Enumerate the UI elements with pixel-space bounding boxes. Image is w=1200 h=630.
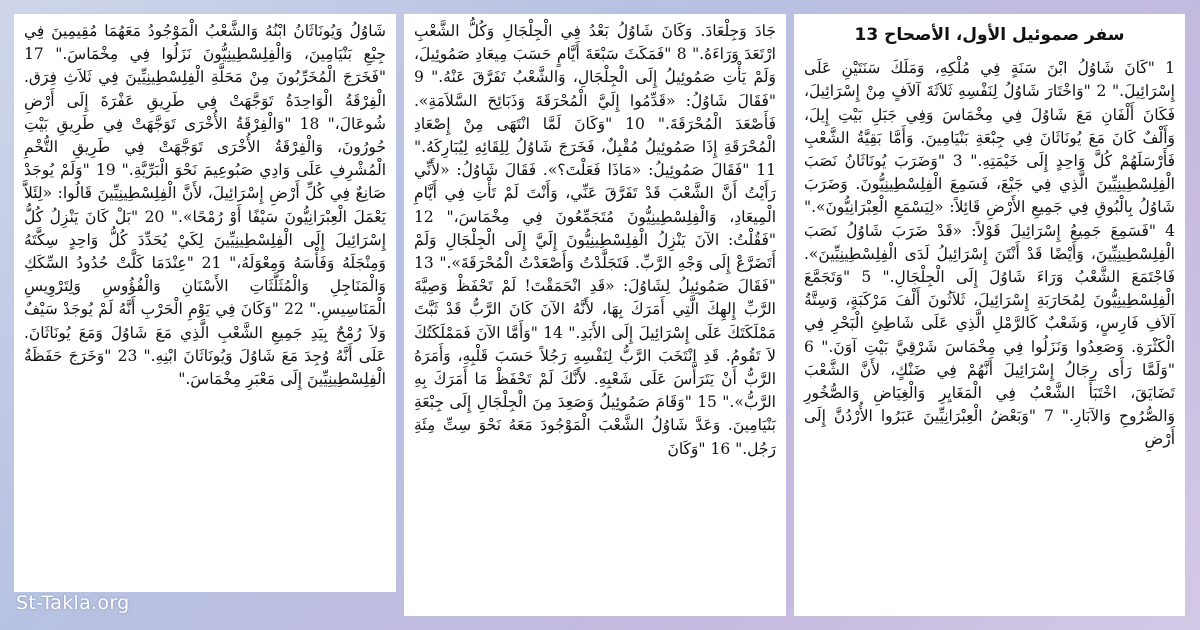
- text-column-left: [14, 14, 396, 592]
- text-column-middle: [404, 14, 786, 616]
- column-text-right: 1 "كَانَ شَاوُلُ ابْنَ سَنَةٍ فِي مُلْكِهِ، وَمَلَكَ سَنَتَيْنِ عَلَى إِسْرَائِيلَ." 2 "وَاخْتَارَ شَاوُلُ لِنَفْسِهِ ثَلاَثَةَ آلاَفٍ مِنْ إِسْرَائِيلَ، فَكَانَ أَلْفَانِ مَعَ شَاوُلَ فِي مِخْمَاسَ وَفِي جَبَلِ بَيْتِ إِيلَ، وَأَلْفٌ كَانَ مَعَ يُونَاثَانَ فِي جِبْعَةِ بَنْيَامِينَ. وَأَمَّا بَقِيَّةُ الشَّعْبِ فَأَرْسَلَهُمْ كُلَّ وَاحِدٍ إِلَى خَيْمَتِهِ." 3 "وَضَرَبَ يُونَاثَانُ نَصَبَ الْفِلِسْطِينِيِّينَ الَّذِي فِي جَبْعَ، فَسَمِعَ الْفِلِسْطِينِيُّونَ. وَضَرَبَ شَاوُلُ بِالْبُوقِ فِي جَمِيعِ الأَرْضِ قَائِلاً: «لِيَسْمَعِ الْعِبْرَانِيُّونَ»." 4 "فَسَمِعَ جَمِيعُ إِسْرَائِيلَ قَوْلاً: «قَدْ ضَرَبَ شَاوُلُ نَصَبَ الْفِلِسْطِينِيِّينَ، وَأَيْضًا قَدْ أَنْتَنَ إِسْرَائِيلُ لَدَى الْفِلِسْطِينِيِّينَ». فَاجْتَمَعَ الشَّعْبُ وَرَاءَ شَاوُلَ إِلَى الْجِلْجَالِ." 5 "وَتَجَمَّعَ الْفِلِسْطِينِيُّونَ لِمُحَارَبَةِ إِسْرَائِيلَ، ثَلاَثُونَ أَلْفَ مَرْكَبَةٍ، وَسِتَّةُ آلاَفِ فَارِسٍ، وَشَعْبٌ كَالرَّمْلِ الَّذِي عَلَى شَاطِئِ الْبَحْرِ فِي الْكَثْرَةِ. وَصَعِدُوا وَنَزَلُوا فِي مِخْمَاسَ شَرْقِيَّ بَيْتِ آوَنَ." 6 "وَلَمَّا رَأَى رِجَالُ إِسْرَائِيلَ أَنَّهُمْ فِي ضَنْكٍ، لأَنَّ الشَّعْبَ تَضَايَقَ، اخْتَبَأَ الشَّعْبُ فِي الْمَغَايِرِ وَالْغِيَاضِ وَالصُّخُورِ وَالصُّرُوحِ وَالآبَارِ." 7 "وَبَعْضُ الْعِبْرَانِيِّينَ عَبَرُوا الأُرْدُنَّ إِلَى أَرْضِ: [804, 59, 1175, 449]
- site-watermark: St-Takla.org: [16, 592, 130, 614]
- column-text-left: شَاوُلُ وَيُونَاثَانُ ابْنُهُ وَالشَّعْبُ الْمَوْجُودُ مَعَهُمَا مُقِيمِينَ فِي جِبْعِ بَنْيَامِينَ، وَالْفِلِسْطِينِيُّونَ نَزَلُوا فِي مِخْمَاسَ." 17 "فَخَرَجَ الْمُخَرِّبُونَ مِنْ مَحَلَّةِ الْفِلِسْطِينِيِّينَ فِي ثَلاَثِ فِرَق. الْفِرْقَةُ الْوَاحِدَةُ تَوَجَّهَتْ فِي طَرِيقِ عَفْرَةَ إِلَى أَرْضِ شُوعَالَ،" 18 "وَالْفِرْقَةُ الأُخْرَى تَوَجَّهَتْ فِي طَرِيقِ بَيْتِ حُورُونَ، وَالْفِرْقَةُ الأُخْرَى تَوَجَّهَتْ فِي طَرِيقِ التُّخْمِ الْمُشْرِفِ عَلَى وَادِي صَبُوعِيمَ نَحْوَ الْبَرِّيَّةِ." 19 "وَلَمْ يُوجَدْ صَانِعٌ فِي كُلِّ أَرْضِ إِسْرَائِيلَ، لأَنَّ الْفِلِسْطِينِيِّينَ قَالُوا: «لِئَلاَّ يَعْمَلَ الْعِبْرَانِيُّونَ سَيْفًا أَوْ رُمْحًا»." 20 "بَلْ كَانَ يَنْزِلُ كُلُّ إِسْرَائِيلَ إِلَى الْفِلِسْطِينِيِّينَ لِكَيْ يُحَدِّدَ كُلُّ وَاحِدٍ سِكَّتَهُ وَمِنْجَلَهُ وَفَأْسَهُ وَمِعْوَلَهُ،" 21 "عِنْدَمَا كَلَّتْ حُدُودُ السِّكَكِ وَالْمَنَاجِلِ وَالْمُثَلَّثَاتِ الأَسْنَانِ وَالْفُؤُوسِ وَلِتَرْوِيسِ الْمَنَاسِيسِ." 22 "وَكَانَ فِي يَوْمِ الْحَرْبِ أَنَّهُ لَمْ يُوجَدْ سَيْفٌ وَلاَ رُمْحٌ بِيَدِ جَمِيعِ الشَّعْبِ الَّذِي مَعَ شَاوُلَ وَمَعَ يُونَاثَانَ. عَلَى أَنَّهُ وُجِدَ مَعَ شَاوُلَ وَيُونَاثَانَ ابْنِهِ." 23 "وَخَرَجَ حَفَظَةُ الْفِلِسْطِينِيِّينَ إِلَى مَعْبَرِ مِخْمَاسَ.": [24, 22, 386, 389]
- text-column-right: [794, 14, 1185, 616]
- column-text-middle: جَادَ وَجِلْعَادَ. وَكَانَ شَاوُلُ بَعْدُ فِي الْجِلْجَالِ وَكُلُّ الشَّعْبِ ارْتَعَدَ وَرَاءَهُ." 8 "فَمَكَثَ سَبْعَةَ أَيَّامٍ حَسَبَ مِيعَادِ صَمُوئِيلَ، وَلَمْ يَأْتِ صَمُوئِيلُ إِلَى الْجِلْجَالِ، وَالشَّعْبُ تَفَرَّقَ عَنْهُ." 9 "فَقَالَ شَاوُلُ: «قَدِّمُوا إِلَيَّ الْمُحْرَقَةَ وَذَبَائِحَ السَّلاَمَةِ». فَأَصْعَدَ الْمُحْرَقَةَ." 10 "وَكَانَ لَمَّا انْتَهَى مِنْ إِصْعَادِ الْمُحْرَقَةِ إِذَا صَمُوئِيلُ مُقْبِلٌ، فَخَرَجَ شَاوُلُ لِلِقَائِهِ لِيُبَارِكَهُ." 11 "فَقَالَ صَمُوئِيلُ: «مَاذَا فَعَلْتَ؟». فَقَالَ شَاوُلُ: «لأَنِّي رَأَيْتُ أَنَّ الشَّعْبَ قَدْ تَفَرَّقَ عَنِّي، وَأَنْتَ لَمْ تَأْتِ فِي أَيَّامِ الْمِيعَادِ، وَالْفِلِسْطِينِيُّونَ مُتَجَمِّعُونَ فِي مِخْمَاسَ،" 12 "فَقُلْتُ: الآنَ يَنْزِلُ الْفِلِسْطِينِيُّونَ إِلَيَّ إِلَى الْجِلْجَالِ وَلَمْ أَتَضَرَّعْ إِلَى وَجْهِ الرَّبِّ. فَتَجَلَّدْتُ وَأَصْعَدْتُ الْمُحْرَقَةَ»." 13 "فَقَالَ صَمُوئِيلُ لِشَاوُلَ: «قَدِ انْحَمَقْتَ! لَمْ تَحْفَظْ وَصِيَّةَ الرَّبِّ إِلهِكَ الَّتِي أَمَرَكَ بِهَا، لأَنَّهُ الآنَ كَانَ الرَّبُّ قَدْ ثَبَّتَ مَمْلَكَتَكَ عَلَى إِسْرَائِيلَ إِلَى الأَبَدِ." 14 "وَأَمَّا الآنَ فَمَمْلَكَتُكَ لاَ تَقُومُ. قَدِ انْتَخَبَ الرَّبُّ لِنَفْسِهِ رَجُلاً حَسَبَ قَلْبِهِ، وَأَمَرَهُ الرَّبُّ أَنْ يَتَرَأَّسَ عَلَى شَعْبِهِ. لأَنَّكَ لَمْ تَحْفَظْ مَا أَمَرَكَ بِهِ الرَّبُّ»." 15 "وَقَامَ صَمُوئِيلُ وَصَعِدَ مِنَ الْجِلْجَالِ إِلَى جِبْعَةِ بَنْيَامِينَ. وَعَدَّ شَاوُلُ الشَّعْبَ الْمَوْجُودَ مَعَهُ نَحْوَ سِتِّ مِئَةِ رَجُل." 16 "وَكَانَ: [414, 22, 776, 458]
- chapter-title: سفر صموئيل الأول، الأصحاح 13: [854, 25, 1125, 45]
